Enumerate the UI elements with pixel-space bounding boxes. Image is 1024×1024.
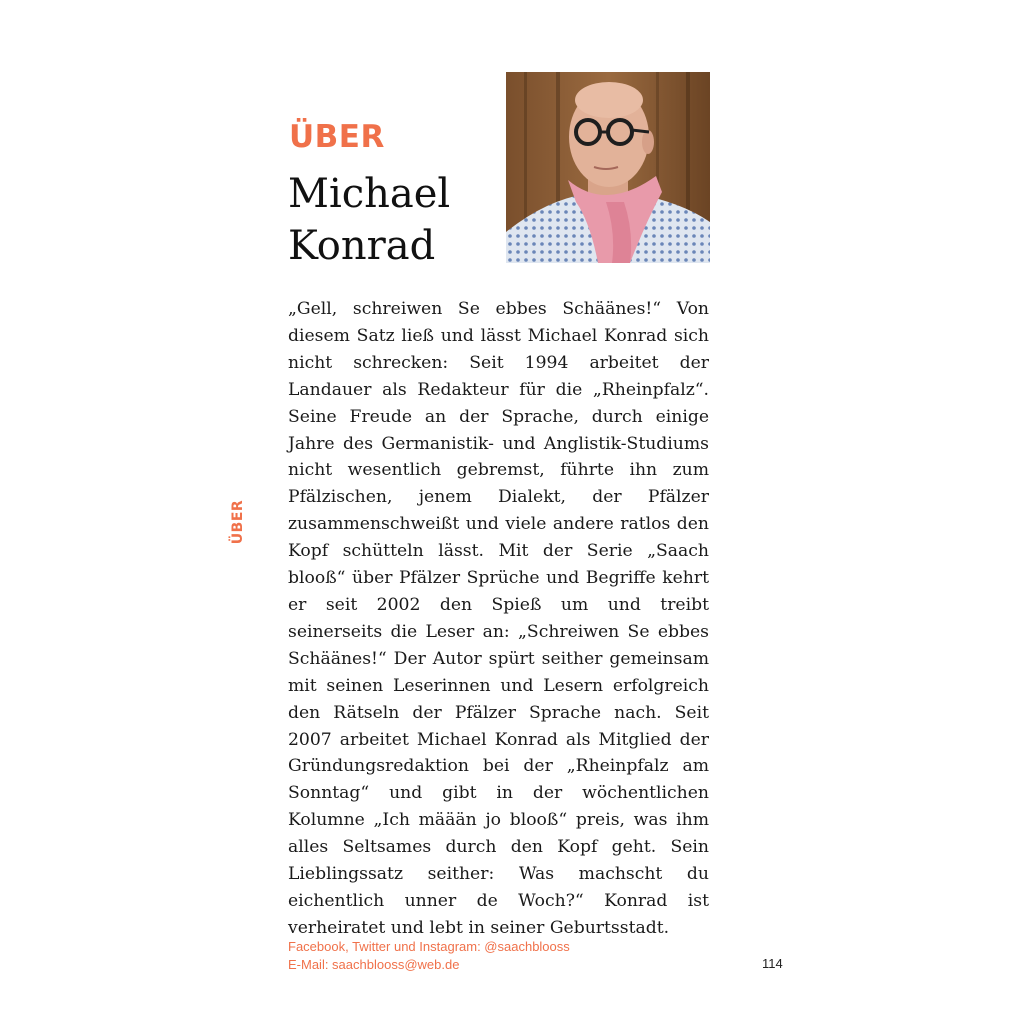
author-last-name: Konrad [288,223,436,269]
contact-info [288,938,570,974]
side-tab-label [228,499,248,545]
email-line: E-Mail: saachblooss@web.de [288,957,460,972]
author-portrait-photo [506,72,710,263]
page-number: 114 [762,956,783,971]
section-label: ÜBER [289,119,385,155]
side-tab-text: ÜBER [230,499,246,545]
author-name [288,168,488,272]
biography-text: „Gell, schreiwen Se ebbes Schäänes!“ Von diesem Satz ließ und lässt Michael Konrad sich nicht schrecken: Seit 1994 arbeitet der Landauer als Redakteur für die „Rheinpfalz“. Seine Freude an der Sprache, durch einige Jahre des Germanistik- und Anglistik-Studiums nicht wesentlich gebremst, führte ihn zum Pfälzischen, jenem Dialekt, der Pfälzer zusammenschweißt und viele andere ratlos den Kopf schütteln lässt. Mit der Serie „Saach blooß“ über Pfälzer Sprüche und Begriffe kehrt er seit 2002 den Spieß um und treibt seinerseits die Leser an: „Schreiwen Se ebbes Schäänes!“ Der Autor spürt seither gemeinsam mit seinen Leserinnen und Lesern erfolgreich den Rätseln der Pfälzer Sprache nach. Seit 2007 arbeitet Michael Konrad als Mitglied der Gründungsredaktion bei der „Rheinpfalz am Sonntag“ und gibt in der wöchentlichen Kolumne „Ich määän jo blooß“ preis, was ihm alles Seltsames durch den Kopf geht. Sein Lieblingssatz seither: Was machscht du eichentlich unner de Woch?“ Konrad ist verheiratet und lebt in seiner Geburtsstadt. [288,299,709,938]
social-media-line: Facebook, Twitter und Instagram: @saachblooss [288,939,570,954]
author-first-name: Michael [288,171,451,217]
